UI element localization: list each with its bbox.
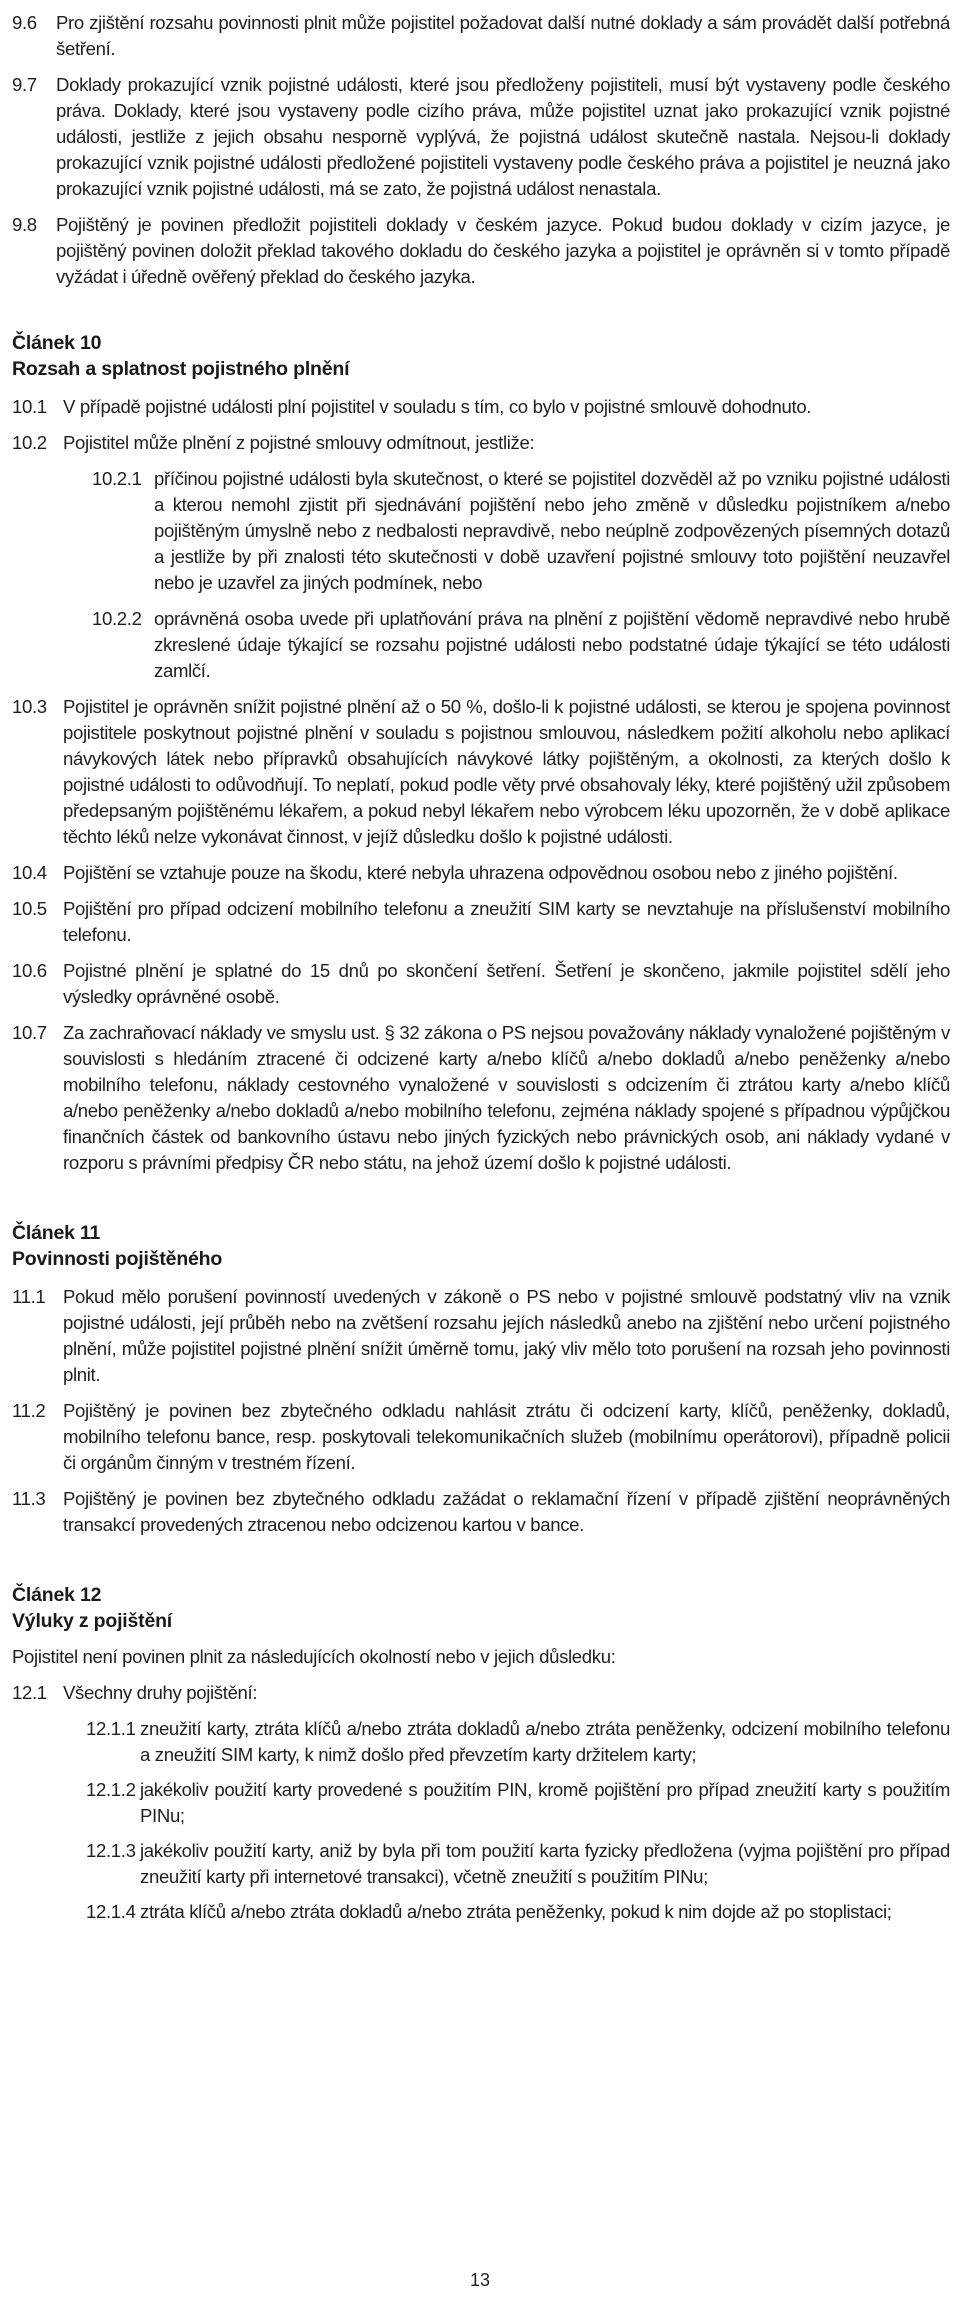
clause-text: jakékoliv použití karty, aniž by byla při tom použití karta fyzicky předložena (vyjma pojištění pro případ zneužití karty při internetové transakci), včetně zneužití s použitím PINu; [140,1840,950,1887]
clause-text: Pojištěný je povinen předložit pojistiteli doklady v českém jazyce. Pokud budou doklady v cizím jazyce, je pojištěný povinen doložit překlad takového dokladu do českého jazyka a pojistitel je oprávněn si v tomto případě vyžádat i úředně ověřený překlad do českého jazyka. [56,214,950,287]
clause-number: 10.6 [12,960,47,981]
clause-12-1 [12,1680,950,1706]
clause-12-1-4 [86,1899,950,1925]
clause-10-2-2 [92,606,950,684]
article-intro: Pojistitel není povinen plnit za následujících okolností nebo v jejich důsledku: [12,1646,616,1667]
clause-text: Pojistné plnění je splatné do 15 dnů po skončení šetření. Šetření je skončeno, jakmile pojistitel sdělí jeho výsledky oprávněné osobě. [63,960,950,1007]
clause-number: 10.2 [12,432,47,453]
clause-10-7 [12,1020,950,1176]
clause-number: 10.2.2 [92,608,142,629]
clause-number: 12.1 [12,1682,47,1703]
clause-text: Pokud mělo porušení povinností uvedených v zákoně o PS nebo v pojistné smlouvě podstatný vliv na vznik pojistné události, její průběh nebo na zvětšení rozsahu jejích následků anebo na zjištění nebo určení pojistného plnění, může pojistitel pojistné plnění snížit úměrně tomu, jaký vliv mělo toto porušení na rozsah jeho povinnosti plnit. [63,1286,950,1385]
clause-number: 12.1.1 [86,1718,136,1739]
clause-number: 10.7 [12,1022,47,1043]
clause-number: 9.6 [12,12,37,33]
clause-text: Všechny druhy pojištění: [63,1682,258,1703]
clause-text: Pojištění pro případ odcizení mobilního telefonu a zneužití SIM karty se nevztahuje na příslušenství mobilního telefonu. [63,898,950,945]
clause-number: 12.1.3 [86,1840,136,1861]
clause-text: Pojistitel může plnění z pojistné smlouvy odmítnout, jestliže: [63,432,535,453]
clause-number: 10.4 [12,862,47,883]
clause-9-7 [12,72,950,202]
clause-text: Pojistitel je oprávněn snížit pojistné plnění až o 50 %, došlo-li k pojistné události, se kterou je spojena povinnost pojistitele poskytnout pojistné plnění v souladu s pojistnou smlouvou, následkem požití alkoholu nebo aplikací návykových látek nebo přípravků obsahujících návykové látky pojištěným, a okolnosti, za kterých došlo k pojistné události to odůvodňují. To neplatí, pokud podle věty prvé obsahovaly léky, které pojištěný užil způsobem předepsaným pojištěnému lékařem, a pokud nebyl lékařem nebo výrobcem léku upozorněn, že v době aplikace těchto léků nelze vykonávat činnost, v jejíž důsledku došlo k pojistné události. [63,696,950,847]
clause-text: jakékoliv použití karty provedené s použitím PIN, kromě pojištění pro případ zneužití karty s použitím PINu; [140,1779,950,1826]
article-11-heading [12,1220,950,1272]
article-label: Článek 11 [12,1222,101,1244]
clause-10-5 [12,896,950,948]
clause-number: 11.2 [12,1400,46,1421]
clause-text: Doklady prokazující vznik pojistné události, které jsou předloženy pojistiteli, musí být vystaveny podle českého práva. Doklady, které jsou vystaveny podle cizího práva, může pojistitel uznat jako prokazující vznik pojistné události, jestliže z jejich obsahu nesporně vyplývá, že pojistná událost skutečně nastala. Nejsou-li doklady prokazující vznik pojistné události předložené pojistiteli vystaveny podle českého práva a pojistitel je neuzná jako prokazující vznik pojistné události, má se zato, že pojistná událost nenastala. [56,74,950,199]
clause-9-6 [12,10,950,62]
article-title: Rozsah a splatnost pojistného plnění [12,358,350,380]
clause-text: ztráta klíčů a/nebo ztráta dokladů a/nebo ztráta peněženky, pokud k nim dojde až po stoplistaci; [140,1901,892,1922]
clause-11-2 [12,1398,950,1476]
clause-9-8 [12,212,950,290]
clause-number: 11.1 [12,1286,46,1307]
clause-11-1 [12,1284,950,1388]
article-title: Výluky z pojištění [12,1610,173,1632]
article-12-heading [12,1582,950,1634]
clause-12-1-3 [86,1838,950,1890]
clause-text: Pro zjištění rozsahu povinnosti plnit může pojistitel požadovat další nutné doklady a sám provádět další potřebná šetření. [56,12,950,59]
clause-number: 10.1 [12,396,47,417]
clause-text: Za zachraňovací náklady ve smyslu ust. § 32 zákona o PS nejsou považovány náklady vynaložené pojištěným v souvislosti s hledáním ztracené či odcizené karty a/nebo klíčů a/nebo dokladů a/nebo peněženky a/nebo mobilního telefonu, náklady cestovného vynaložené v souvislosti s odcizením či ztrátou karty a/nebo klíčů a/nebo peněženky a/nebo dokladů a/nebo mobilního telefonu, zejména náklady spojené s případnou výpůjčkou finančních částek od bankovního ústavu nebo jiných fyzických nebo právnických osob, ani náklady vydané v rozporu s právními předpisy ČR nebo státu, na jehož území došlo k pojistné události. [63,1022,950,1173]
document-page [12,10,950,1934]
clause-12-1-1 [86,1716,950,1768]
clause-10-3 [12,694,950,850]
article-label: Článek 12 [12,1584,102,1606]
clause-10-2 [12,430,950,456]
clause-number: 9.7 [12,74,37,95]
article-10-heading [12,330,950,382]
clause-10-4 [12,860,950,886]
clause-number: 12.1.2 [86,1779,136,1800]
clause-12-1-2 [86,1777,950,1829]
clause-text: Pojištění se vztahuje pouze na škodu, které nebyla uhrazena odpovědnou osobou nebo z jiného pojištění. [63,862,898,883]
clause-text: V případě pojistné události plní pojistitel v souladu s tím, co bylo v pojistné smlouvě dohodnuto. [63,396,812,417]
clause-10-6 [12,958,950,1010]
article-title: Povinnosti pojištěného [12,1248,223,1270]
clause-11-3 [12,1486,950,1538]
clause-number: 10.3 [12,696,47,717]
clause-number: 10.2.1 [92,468,142,489]
clause-number: 11.3 [12,1488,46,1509]
clause-text: oprávněná osoba uvede při uplatňování práva na plnění z pojištění vědomě nepravdivé nebo hrubě zkreslené údaje týkající se rozsahu pojistné události nebo podstatné údaje týkající se této události zamlčí. [154,608,950,681]
clause-text: Pojištěný je povinen bez zbytečného odkladu nahlásit ztrátu či odcizení karty, klíčů, peněženky, dokladů, mobilního telefonu bance, resp. poskytovali telekomunikačních služeb (mobilnímu operátorovi), případně policii či orgánům činným v trestném řízení. [63,1400,950,1473]
clause-text: zneužití karty, ztráta klíčů a/nebo ztráta dokladů a/nebo ztráta peněženky, odcizení mobilního telefonu a zneužití SIM karty, k nimž došlo před převzetím karty držitelem karty; [140,1718,950,1765]
clause-10-2-1 [92,466,950,596]
clause-10-1 [12,394,950,420]
clause-number: 12.1.4 [86,1901,136,1922]
page-number: 13 [469,2270,491,2290]
clause-number: 9.8 [12,214,37,235]
clause-number: 10.5 [12,898,47,919]
article-label: Článek 10 [12,332,102,354]
clause-text: Pojištěný je povinen bez zbytečného odkladu zažádat o reklamační řízení v případě zjištění neoprávněných transakcí provedených ztracenou nebo odcizenou kartou v bance. [63,1488,950,1535]
clause-text: příčinou pojistné události byla skutečnost, o které se pojistitel dozvěděl až po vzniku pojistné události a kterou nemohl zjistit při sjednávání pojištění nebo jeho změně v důsledku pojistníkem a/nebo pojištěným úmyslně nebo z nedbalosti nepravdivě, nebo neúplně zodpovězených písemných dotazů a jestliže by při znalosti této skutečnosti v době uzavření pojistné smlouvy toto pojištění neuzavřel nebo je uzavřel za jiných podmínek, nebo [154,468,950,593]
